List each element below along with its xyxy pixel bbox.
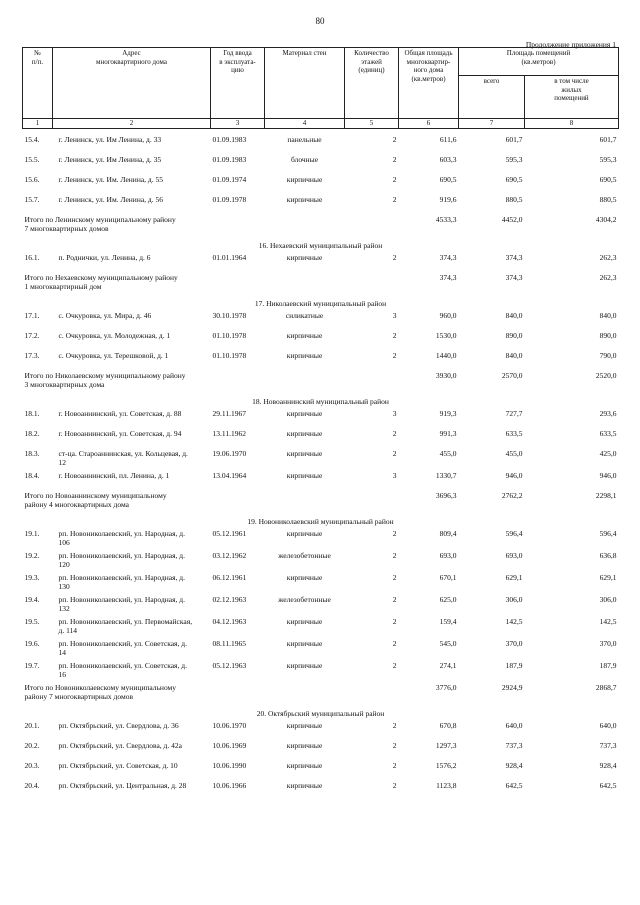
row-premises-area: 693,0	[505, 551, 523, 560]
row-address: рп. Октябрьский, ул. Свердлова, д. 36	[58, 721, 179, 730]
district-total-area: 3696,3	[435, 491, 457, 500]
row-total-area: 1297,3	[435, 741, 457, 750]
row-material: кирпичные	[286, 471, 323, 480]
column-number: 3	[211, 119, 265, 129]
row-year: 13.11.1962	[212, 429, 246, 438]
table-row	[23, 573, 619, 595]
row-year: 01.09.1983	[212, 155, 247, 164]
row-address: с. Очкуровка, ул. Мира, д. 46	[58, 311, 152, 320]
row-year: 19.06.1970	[212, 449, 247, 458]
district-heading: 18. Новоаннинский муниципальный район	[252, 396, 389, 406]
row-number: 20.4.	[24, 781, 40, 790]
table-row	[23, 741, 619, 761]
row-year: 10.06.1966	[212, 781, 247, 790]
district-total-premises: 4452,0	[501, 215, 523, 224]
row-living-area: 187,9	[599, 661, 617, 670]
row-material: панельные	[287, 135, 322, 144]
row-total-area: 919,6	[439, 195, 457, 204]
row-floors: 2	[392, 781, 397, 790]
row-number: 15.4.	[24, 135, 40, 144]
row-address: рп. Новониколаевский, ул. Первомайская, д. 114	[58, 617, 193, 635]
row-number: 17.2.	[24, 331, 40, 340]
table-row	[23, 155, 619, 175]
row-year: 10.06.1969	[212, 741, 247, 750]
row-premises-area: 642,5	[505, 781, 523, 790]
table-row	[23, 429, 619, 449]
row-material: кирпичные	[286, 449, 323, 458]
continuation-note: Продолжение приложения 1	[525, 40, 616, 49]
row-year: 01.09.1974	[212, 175, 247, 184]
row-living-area: 737,3	[599, 741, 617, 750]
row-living-area: 790,0	[599, 351, 617, 360]
district-total-label: Итого по Новоаннинскому муниципальному району 4 многоквартирных дома	[24, 491, 167, 509]
district-total-living: 262,3	[599, 273, 617, 282]
row-living-area: 640,0	[599, 721, 617, 730]
row-floors: 2	[392, 721, 397, 730]
row-number: 20.1.	[24, 721, 40, 730]
row-premises-area: 633,5	[505, 429, 523, 438]
row-total-area: 693,0	[439, 551, 457, 560]
row-living-area: 840,0	[599, 311, 617, 320]
row-address: рп. Новониколаевский, ул. Народная, д. 120	[58, 551, 186, 569]
row-total-area: 374,3	[439, 253, 457, 262]
district-total-row	[23, 683, 619, 705]
row-number: 19.3.	[24, 573, 40, 582]
row-premises-area: 455,0	[505, 449, 523, 458]
row-address: г. Ленинск, ул. Им Ленина, д. 33	[58, 135, 162, 144]
row-total-area: 545,0	[439, 639, 457, 648]
row-address: рп. Новониколаевский, ул. Советская, д. 16	[58, 661, 187, 679]
row-address: рп. Новониколаевский, ул. Советская, д. 14	[58, 639, 187, 657]
row-material: кирпичные	[286, 661, 323, 670]
row-year: 13.04.1964	[212, 471, 247, 480]
column-number: 7	[459, 119, 525, 129]
row-number: 18.4.	[24, 471, 40, 480]
table-body	[23, 129, 619, 802]
row-number: 19.6.	[24, 639, 40, 648]
table-row	[23, 409, 619, 429]
row-living-area: 601,7	[599, 135, 617, 144]
table-row	[23, 781, 619, 801]
row-number: 19.7.	[24, 661, 40, 670]
row-material: железобетонные	[278, 551, 331, 560]
row-floors: 2	[392, 175, 397, 184]
row-floors: 2	[392, 351, 397, 360]
row-total-area: 690,5	[439, 175, 457, 184]
row-year: 08.11.1965	[212, 639, 246, 648]
row-address: рп. Новониколаевский, ул. Народная, д. 132	[58, 595, 186, 613]
row-total-area: 603,3	[439, 155, 457, 164]
header-premises-total: всего	[459, 76, 525, 119]
table-row	[23, 449, 619, 471]
row-premises-area: 880,5	[505, 195, 523, 204]
row-living-area: 880,5	[599, 195, 617, 204]
row-material: кирпичные	[286, 529, 323, 538]
row-premises-area: 142,5	[505, 617, 523, 626]
row-floors: 2	[392, 155, 397, 164]
row-floors: 2	[392, 661, 397, 670]
table-row	[23, 351, 619, 371]
row-total-area: 1330,7	[435, 471, 457, 480]
row-total-area: 1530,0	[435, 331, 457, 340]
table-row	[23, 661, 619, 683]
row-address: рп. Октябрьский, ул. Свердлова, д. 42а	[58, 741, 182, 750]
row-year: 05.12.1963	[212, 661, 247, 670]
row-year: 30.10.1978	[212, 311, 247, 320]
row-material: кирпичные	[286, 781, 323, 790]
district-total-area: 3930,0	[435, 371, 457, 380]
row-total-area: 625,0	[439, 595, 457, 604]
row-living-area: 370,0	[599, 639, 617, 648]
table-row	[23, 471, 619, 491]
district-total-label: Итого по Николаевскому муниципальному району 3 многоквартирных дома	[24, 371, 186, 389]
row-total-area: 960,0	[439, 311, 457, 320]
header-year: Год ввода в эксплуата- цию	[211, 48, 265, 119]
row-number: 18.1.	[24, 409, 40, 418]
row-total-area: 274,1	[439, 661, 457, 670]
district-total-living: 2868,7	[595, 683, 617, 692]
row-floors: 2	[392, 529, 397, 538]
row-living-area: 425,0	[599, 449, 617, 458]
row-year: 02.12.1963	[212, 595, 247, 604]
column-number: 5	[345, 119, 399, 129]
table-row	[23, 761, 619, 781]
header-floors: Количество этажей (единиц)	[345, 48, 399, 119]
row-total-area: 670,1	[439, 573, 457, 582]
row-address: с. Очкуровка, ул. Молодежная, д. 1	[58, 331, 171, 340]
row-premises-area: 690,5	[505, 175, 523, 184]
row-material: кирпичные	[286, 351, 323, 360]
row-premises-area: 737,3	[505, 741, 523, 750]
row-address: г. Ленинск, ул. Им. Ленина, д. 56	[58, 195, 163, 204]
row-living-area: 642,5	[599, 781, 617, 790]
row-living-area: 629,1	[599, 573, 617, 582]
district-total-area: 374,3	[439, 273, 457, 282]
row-floors: 2	[392, 429, 397, 438]
district-total-premises: 2924,9	[501, 683, 523, 692]
district-total-area: 3776,0	[435, 683, 457, 692]
row-year: 01.10.1978	[212, 351, 247, 360]
row-floors: 2	[392, 195, 397, 204]
row-material: кирпичные	[286, 331, 323, 340]
row-address: рп. Новониколаевский, ул. Народная, д. 130	[58, 573, 186, 591]
district-total-row	[23, 215, 619, 237]
district-total-premises: 2570,0	[501, 371, 523, 380]
row-total-area: 991,3	[439, 429, 457, 438]
district-total-row	[23, 273, 619, 295]
table-row	[23, 253, 619, 273]
row-material: железобетонные	[278, 595, 331, 604]
district-heading-row	[23, 295, 619, 311]
row-material: блочные	[290, 155, 319, 164]
row-year: 01.09.1983	[212, 135, 247, 144]
row-living-area: 636,8	[599, 551, 617, 560]
row-address: г. Новоаннинский, ул. Советская, д. 94	[58, 429, 182, 438]
row-living-area: 633,5	[599, 429, 617, 438]
row-total-area: 670,8	[439, 721, 457, 730]
header-no: № п/п.	[23, 48, 53, 119]
row-year: 01.10.1978	[212, 331, 247, 340]
district-heading: 16. Нехаевский муниципальный район	[258, 240, 383, 250]
row-living-area: 293,6	[599, 409, 617, 418]
row-material: кирпичные	[286, 573, 323, 582]
row-living-area: 306,0	[599, 595, 617, 604]
row-address: г. Новоаннинский, ул. Советская, д. 88	[58, 409, 182, 418]
row-total-area: 919,3	[439, 409, 457, 418]
row-address: ст-ца. Староаннинская, ул. Кольцевая, д. 12	[58, 449, 188, 467]
row-number: 18.3.	[24, 449, 40, 458]
row-material: кирпичные	[286, 409, 323, 418]
table-row	[23, 135, 619, 155]
row-year: 01.01.1964	[212, 253, 247, 262]
row-premises-area: 840,0	[505, 311, 523, 320]
row-address: г. Ленинск, ул. Им. Ленина, д. 55	[58, 175, 163, 184]
row-address: рп. Октябрьский, ул. Центральная, д. 28	[58, 781, 187, 790]
row-material: кирпичные	[286, 195, 323, 204]
row-material: кирпичные	[286, 617, 323, 626]
district-total-premises: 374,3	[505, 273, 523, 282]
table-row	[23, 311, 619, 331]
row-number: 15.6.	[24, 175, 40, 184]
row-total-area: 1576,2	[435, 761, 457, 770]
column-number: 2	[53, 119, 211, 129]
row-floors: 2	[392, 595, 397, 604]
district-heading-row	[23, 237, 619, 253]
row-number: 16.1.	[24, 253, 40, 262]
row-floors: 2	[392, 551, 397, 560]
district-total-row	[23, 371, 619, 393]
row-floors: 2	[392, 253, 397, 262]
district-total-label: Итого по Нехаевскому муниципальному району 1 многоквартирный дом	[24, 273, 178, 291]
row-premises-area: 928,4	[505, 761, 523, 770]
district-heading-row	[23, 705, 619, 721]
table-row	[23, 617, 619, 639]
row-living-area: 596,4	[599, 529, 617, 538]
row-floors: 3	[392, 409, 397, 418]
row-premises-area: 727,7	[505, 409, 523, 418]
row-number: 19.5.	[24, 617, 40, 626]
row-premises-area: 890,0	[505, 331, 523, 340]
row-address: г. Ленинск, ул. Им Ленина, д. 35	[58, 155, 162, 164]
row-year: 06.12.1961	[212, 573, 247, 582]
row-premises-area: 840,0	[505, 351, 523, 360]
table-row	[23, 595, 619, 617]
row-material: кирпичные	[286, 175, 323, 184]
district-heading: 19. Новониколаевский муниципальный район	[247, 516, 394, 526]
district-heading-row	[23, 513, 619, 529]
row-premises-area: 374,3	[505, 253, 523, 262]
row-material: кирпичные	[286, 721, 323, 730]
row-premises-area: 601,7	[505, 135, 523, 144]
row-living-area: 690,5	[599, 175, 617, 184]
row-year: 10.06.1970	[212, 721, 247, 730]
row-floors: 2	[392, 449, 397, 458]
row-floors: 2	[392, 761, 397, 770]
table-row	[23, 529, 619, 551]
column-number: 4	[265, 119, 345, 129]
row-year: 04.12.1963	[212, 617, 247, 626]
district-total-living: 4304,2	[595, 215, 617, 224]
row-floors: 3	[392, 471, 397, 480]
header-material: Материал стен	[265, 48, 345, 119]
table-row	[23, 721, 619, 741]
row-premises-area: 187,9	[505, 661, 523, 670]
table-row	[23, 331, 619, 351]
row-premises-area: 306,0	[505, 595, 523, 604]
header-total-area: Общая площадь многоквартир- ного дома (кв.метров)	[399, 48, 459, 119]
district-total-label: Итого по Новониколаевскому муниципальному району 7 многоквартирных домов	[24, 683, 177, 701]
column-number: 8	[525, 119, 619, 129]
row-premises-area: 946,0	[505, 471, 523, 480]
row-living-area: 890,0	[599, 331, 617, 340]
row-floors: 2	[392, 573, 397, 582]
row-total-area: 1440,0	[435, 351, 457, 360]
header-premises-living: в том числе жилых помещений	[525, 76, 619, 119]
row-material: кирпичные	[286, 639, 323, 648]
row-number: 19.2.	[24, 551, 40, 560]
district-total-living: 2520,0	[595, 371, 617, 380]
row-total-area: 1123,8	[436, 781, 457, 790]
table-row	[23, 551, 619, 573]
row-address: рп. Октябрьский, ул. Советская, д. 10	[58, 761, 178, 770]
housing-table	[22, 47, 619, 801]
row-address: с. Очкуровка, ул. Терешковой, д. 1	[58, 351, 169, 360]
row-material: кирпичные	[286, 741, 323, 750]
row-material: кирпичные	[286, 429, 323, 438]
row-floors: 2	[392, 331, 397, 340]
row-living-area: 262,3	[599, 253, 617, 262]
row-floors: 2	[392, 617, 397, 626]
row-material: кирпичные	[286, 761, 323, 770]
row-premises-area: 595,3	[505, 155, 523, 164]
row-year: 01.09.1978	[212, 195, 247, 204]
row-number: 17.3.	[24, 351, 40, 360]
table-row	[23, 195, 619, 215]
row-total-area: 455,0	[439, 449, 457, 458]
row-year: 29.11.1967	[212, 409, 246, 418]
header-premises-area: Площадь помещений (кв.метров)	[459, 48, 619, 76]
row-number: 20.2.	[24, 741, 40, 750]
district-total-premises: 2762,2	[501, 491, 523, 500]
district-total-row	[23, 491, 619, 513]
table-row	[23, 639, 619, 661]
row-year: 03.12.1962	[212, 551, 247, 560]
row-living-area: 142,5	[599, 617, 617, 626]
row-premises-area: 596,4	[505, 529, 523, 538]
row-address: п. Роднички, ул. Ленина, д. 6	[58, 253, 151, 262]
district-total-living: 2298,1	[595, 491, 617, 500]
row-premises-area: 629,1	[505, 573, 523, 582]
row-premises-area: 640,0	[505, 721, 523, 730]
row-address: рп. Новониколаевский, ул. Народная, д. 106	[58, 529, 186, 547]
column-number: 1	[23, 119, 53, 129]
row-year: 05.12.1961	[212, 529, 247, 538]
row-living-area: 595,3	[599, 155, 617, 164]
row-floors: 2	[392, 135, 397, 144]
row-floors: 2	[392, 741, 397, 750]
district-heading: 17. Николаевский муниципальный район	[254, 298, 387, 308]
row-material: кирпичные	[286, 253, 323, 262]
row-number: 20.3.	[24, 761, 40, 770]
district-heading-row	[23, 393, 619, 409]
row-living-area: 946,0	[599, 471, 617, 480]
row-total-area: 809,4	[439, 529, 457, 538]
row-number: 18.2.	[24, 429, 40, 438]
row-floors: 3	[392, 311, 397, 320]
row-number: 17.1.	[24, 311, 40, 320]
column-number-row	[23, 119, 619, 129]
row-number: 15.7.	[24, 195, 40, 204]
district-total-label: Итого по Ленинскому муниципальному району 7 многоквартирных домов	[24, 215, 176, 233]
row-living-area: 928,4	[599, 761, 617, 770]
row-floors: 2	[392, 639, 397, 648]
row-total-area: 611,6	[439, 135, 457, 144]
row-total-area: 159,4	[439, 617, 457, 626]
row-premises-area: 370,0	[505, 639, 523, 648]
row-number: 19.4.	[24, 595, 40, 604]
header-address: Адрес многоквартирного дома	[53, 48, 211, 119]
table-row	[23, 175, 619, 195]
row-address: г. Новоаннинский, пл. Ленина, д. 1	[58, 471, 170, 480]
row-year: 10.06.1990	[212, 761, 247, 770]
district-total-area: 4533,3	[435, 215, 457, 224]
row-number: 19.1.	[24, 529, 40, 538]
row-material: силикатные	[285, 311, 324, 320]
district-heading: 20. Октябрьский муниципальный район	[256, 708, 385, 718]
page-number: 80	[315, 16, 325, 26]
column-number: 6	[399, 119, 459, 129]
row-number: 15.5.	[24, 155, 40, 164]
